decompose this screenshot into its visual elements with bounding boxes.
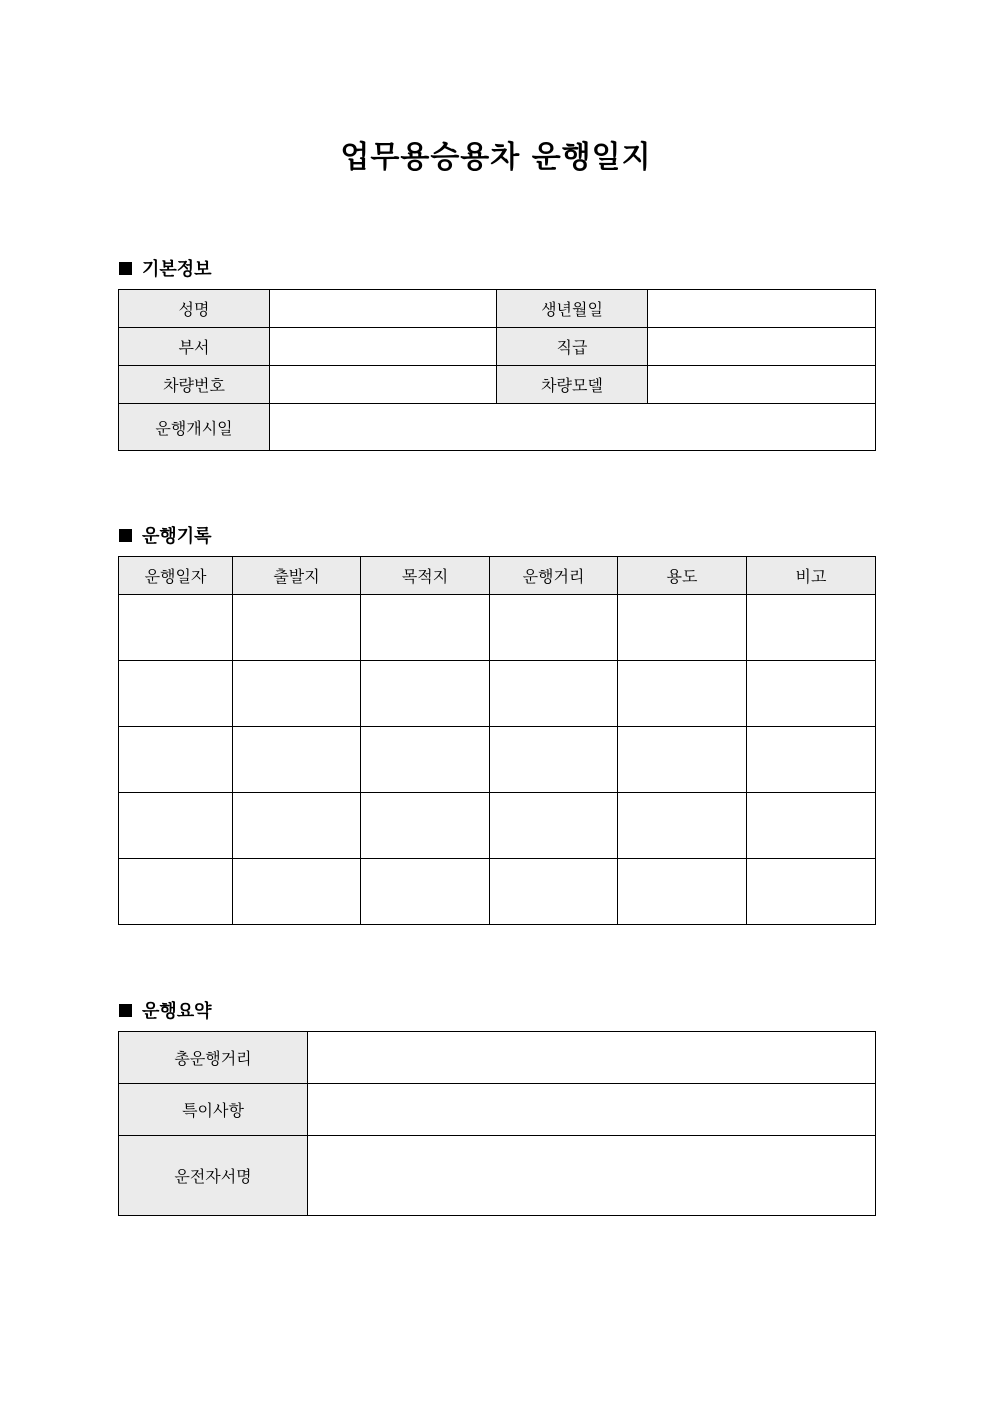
record-note-cell[interactable] [747,595,876,661]
table-row [119,793,876,859]
record-note-cell[interactable] [747,727,876,793]
position-field[interactable] [648,328,876,366]
record-note-cell[interactable] [747,793,876,859]
section-heading-records [119,522,212,548]
section-heading-summary [119,997,212,1023]
total-distance-field[interactable] [308,1032,876,1084]
record-origin-cell[interactable] [233,595,361,661]
record-destination-cell[interactable] [361,859,490,925]
record-distance-cell[interactable] [490,661,618,727]
record-destination-cell[interactable] [361,727,490,793]
vehicle-model-field[interactable] [648,366,876,404]
name-field[interactable] [270,290,497,328]
record-distance-cell[interactable] [490,595,618,661]
record-origin-cell[interactable] [233,859,361,925]
basic-info-table [118,289,876,451]
section-heading-basic-label: 기본정보 [142,259,212,280]
record-purpose-cell[interactable] [618,727,747,793]
column-header-destination: 목적지 [361,557,490,595]
record-note-cell[interactable] [747,859,876,925]
record-purpose-cell[interactable] [618,595,747,661]
table-row [119,1136,876,1216]
table-row [119,1084,876,1136]
table-row [119,366,876,404]
record-date-cell[interactable] [119,793,233,859]
table-row [119,595,876,661]
record-distance-cell[interactable] [490,727,618,793]
square-bullet-icon [119,529,132,542]
record-date-cell[interactable] [119,595,233,661]
record-purpose-cell[interactable] [618,859,747,925]
summary-table [118,1031,876,1216]
record-purpose-cell[interactable] [618,793,747,859]
record-origin-cell[interactable] [233,793,361,859]
section-heading-basic [119,255,212,281]
record-date-cell[interactable] [119,727,233,793]
square-bullet-icon [119,1004,132,1017]
table-row [119,1032,876,1084]
table-row [119,661,876,727]
table-row [119,328,876,366]
birth-label: 생년월일 [497,290,648,328]
position-label: 직급 [497,328,648,366]
table-row [119,290,876,328]
record-origin-cell[interactable] [233,661,361,727]
driver-signature-field[interactable] [308,1136,876,1216]
square-bullet-icon [119,262,132,275]
driver-signature-label: 운전자서명 [119,1136,308,1216]
vehicle-model-label: 차량모델 [497,366,648,404]
start-date-field[interactable] [270,404,876,451]
remarks-label: 특이사항 [119,1084,308,1136]
department-field[interactable] [270,328,497,366]
column-header-date: 운행일자 [119,557,233,595]
table-row [119,727,876,793]
section-heading-summary-label: 운행요약 [142,1001,212,1022]
record-origin-cell[interactable] [233,727,361,793]
record-distance-cell[interactable] [490,793,618,859]
vehicle-number-field[interactable] [270,366,497,404]
record-distance-cell[interactable] [490,859,618,925]
column-header-note: 비고 [747,557,876,595]
column-header-distance: 운행거리 [490,557,618,595]
name-label: 성명 [119,290,270,328]
section-heading-records-label: 운행기록 [142,526,212,547]
table-header-row [119,557,876,595]
start-date-label: 운행개시일 [119,404,270,451]
column-header-origin: 출발지 [233,557,361,595]
birth-field[interactable] [648,290,876,328]
department-label: 부서 [119,328,270,366]
record-destination-cell[interactable] [361,661,490,727]
record-destination-cell[interactable] [361,793,490,859]
record-note-cell[interactable] [747,661,876,727]
table-row [119,404,876,451]
remarks-field[interactable] [308,1084,876,1136]
table-row [119,859,876,925]
record-purpose-cell[interactable] [618,661,747,727]
page-title: 업무용승용차 운행일지 [340,140,652,175]
total-distance-label: 총운행거리 [119,1032,308,1084]
column-header-purpose: 용도 [618,557,747,595]
vehicle-number-label: 차량번호 [119,366,270,404]
record-date-cell[interactable] [119,859,233,925]
record-destination-cell[interactable] [361,595,490,661]
record-date-cell[interactable] [119,661,233,727]
driving-record-table [118,556,876,925]
